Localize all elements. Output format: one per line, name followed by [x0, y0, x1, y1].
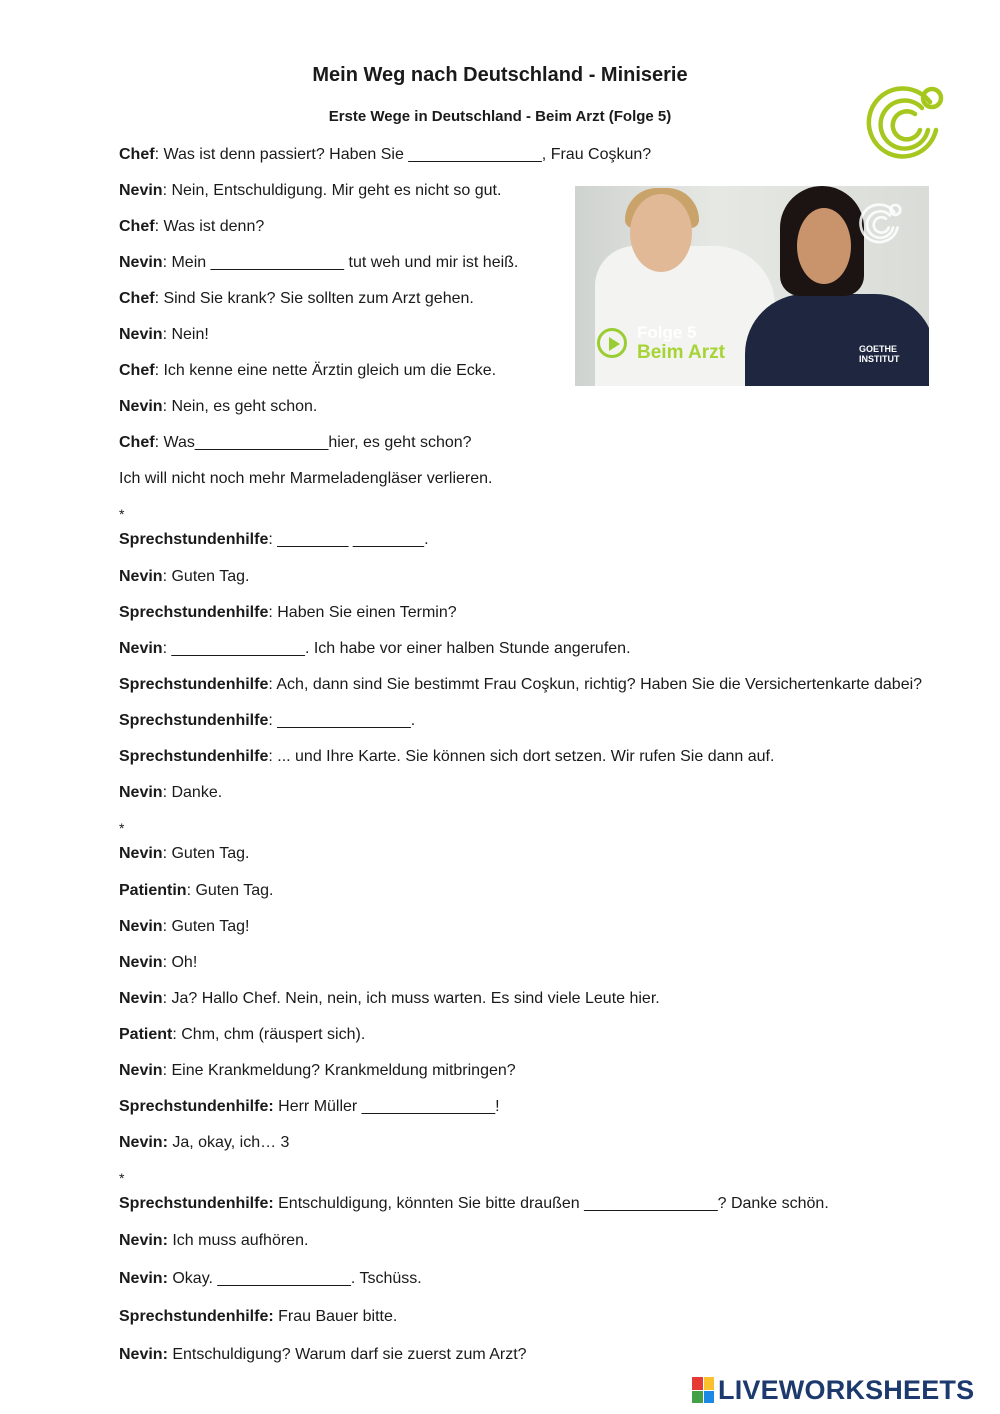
- dialogue-line: [119, 1026, 365, 1044]
- dialogue-line: [119, 568, 249, 586]
- goethe-logo-icon: [866, 80, 946, 160]
- speaker: Nevin: [119, 640, 163, 657]
- speaker: Sprechstundenhilfe: [119, 748, 269, 765]
- liveworksheets-brand: LIVEWORKSHEETS: [718, 1374, 975, 1405]
- line-text: : Was ist denn?: [154, 218, 265, 235]
- dialogue-line: [119, 146, 651, 164]
- speaker: Sprechstundenhilfe: [119, 531, 269, 548]
- dialogue-line: [119, 604, 457, 622]
- dialogue-line: [119, 845, 249, 863]
- speaker: Patientin: [119, 882, 187, 899]
- dialogue-line: [119, 434, 472, 452]
- doctor-head: [630, 194, 692, 272]
- dialogue-line: [119, 784, 222, 802]
- video-folge-label: Folge 5: [637, 323, 697, 342]
- speaker: Nevin:: [119, 1232, 168, 1249]
- speaker: Sprechstundenhilfe:: [119, 1308, 274, 1325]
- dialogue-line: [119, 218, 264, 236]
- line-text: : Nein, es geht schon.: [162, 398, 318, 415]
- dialogue-line: [119, 1134, 289, 1152]
- dialogue-line: [119, 640, 631, 658]
- dialogue-line: [119, 1195, 829, 1213]
- dialogue-line: [119, 676, 922, 694]
- video-episode-label: Beim Arzt: [637, 342, 725, 363]
- dialogue-line: [119, 531, 429, 549]
- dialogue-line: [119, 182, 501, 200]
- line-text: : _______________. Ich habe vor einer halben Stunde angerufen.: [162, 640, 631, 657]
- dialogue-line: [119, 1098, 500, 1116]
- speaker: Chef: [119, 146, 155, 163]
- goethe-institut-label: [859, 344, 900, 364]
- play-icon[interactable]: [597, 328, 627, 358]
- dialogue-line: [119, 398, 317, 416]
- line-text: : Ach, dann sind Sie bestimmt Frau Coşkun, richtig? Haben Sie die Versichertenkarte dabei?: [268, 676, 923, 693]
- line-text: Entschuldigung? Warum darf sie zuerst zum Arzt?: [167, 1346, 527, 1363]
- speaker: Sprechstundenhilfe: [119, 712, 269, 729]
- patient-face: [797, 208, 851, 284]
- line-text: : _______________.: [268, 712, 416, 729]
- section-separator: *: [119, 820, 125, 836]
- dialogue-line: [119, 470, 493, 488]
- dialogue-line: [119, 254, 518, 272]
- speaker: Nevin:: [119, 1270, 168, 1287]
- line-text: : Sind Sie krank? Sie sollten zum Arzt gehen.: [154, 290, 474, 307]
- speaker: Nevin: [119, 568, 163, 585]
- line-text: : Haben Sie einen Termin?: [268, 604, 457, 621]
- dialogue-line: [119, 1308, 397, 1326]
- line-text: Herr Müller _______________!: [273, 1098, 500, 1115]
- section-separator: *: [119, 1170, 125, 1186]
- speaker: Sprechstundenhilfe: [119, 604, 269, 621]
- section-separator: *: [119, 506, 125, 522]
- line-text: : Guten Tag.: [162, 845, 250, 862]
- liveworksheets-logo[interactable]: [692, 1374, 974, 1406]
- line-text: Okay. _______________. Tschüss.: [167, 1270, 422, 1287]
- dialogue-line: [119, 918, 249, 936]
- page-title: Mein Weg nach Deutschland - Miniserie: [312, 64, 688, 86]
- speaker: Sprechstundenhilfe:: [119, 1098, 274, 1115]
- line-text: Ja, okay, ich… 3: [167, 1134, 290, 1151]
- dialogue-line: [119, 748, 774, 766]
- dialogue-line: [119, 1270, 422, 1288]
- line-text: : Guten Tag.: [162, 568, 250, 585]
- line-text: : ... und Ihre Karte. Sie können sich dort setzen. Wir rufen Sie dann auf.: [268, 748, 775, 765]
- dialogue-line: [119, 954, 197, 972]
- dialogue-line: [119, 362, 496, 380]
- video-thumbnail[interactable]: [575, 186, 929, 386]
- institut-line1: GOETHE: [859, 344, 898, 354]
- dialogue-line: [119, 1346, 527, 1364]
- line-text: : ________ ________.: [268, 531, 429, 548]
- line-text: : Mein _______________ tut weh und mir ist heiß.: [162, 254, 519, 271]
- line-text: : Oh!: [162, 954, 198, 971]
- dialogue-line: [119, 990, 660, 1008]
- dialogue-line: [119, 290, 474, 308]
- line-text: Frau Bauer bitte.: [273, 1308, 398, 1325]
- speaker: Sprechstundenhilfe:: [119, 1195, 274, 1212]
- line-text: : Nein, Entschuldigung. Mir geht es nicht so gut.: [162, 182, 502, 199]
- speaker: Sprechstundenhilfe: [119, 676, 269, 693]
- line-text: : Eine Krankmeldung? Krankmeldung mitbringen?: [162, 1062, 516, 1079]
- dialogue-line: [119, 882, 273, 900]
- dialogue-line: [119, 712, 415, 730]
- dialogue-line: [119, 1232, 308, 1250]
- speaker: Chef: [119, 218, 155, 235]
- page-subtitle: Erste Wege in Deutschland - Beim Arzt (Folge 5): [328, 108, 672, 125]
- speaker: Nevin: [119, 326, 163, 343]
- speaker: Nevin: [119, 182, 163, 199]
- speaker: Patient: [119, 1026, 173, 1043]
- speaker: Nevin: [119, 1062, 163, 1079]
- speaker: Chef: [119, 362, 155, 379]
- speaker: Nevin: [119, 784, 163, 801]
- line-text: : Ja? Hallo Chef. Nein, nein, ich muss warten. Es sind viele Leute hier.: [162, 990, 660, 1007]
- line-text: : Was_______________hier, es geht schon?: [154, 434, 472, 451]
- line-text: : Guten Tag.: [186, 882, 274, 899]
- speaker: Nevin: [119, 990, 163, 1007]
- speaker: Nevin: [119, 845, 163, 862]
- speaker: Nevin:: [119, 1134, 168, 1151]
- speaker: Chef: [119, 290, 155, 307]
- liveworksheets-badge-icon: [692, 1377, 714, 1403]
- dialogue-line: [119, 326, 209, 344]
- line-text: : Was ist denn passiert? Haben Sie _______________, Frau Coşkun?: [154, 146, 652, 163]
- patient-figure: [745, 294, 929, 386]
- line-text: Ich muss aufhören.: [167, 1232, 309, 1249]
- speaker: Nevin: [119, 918, 163, 935]
- speaker: Nevin: [119, 254, 163, 271]
- line-text: : Danke.: [162, 784, 223, 801]
- speaker: Nevin:: [119, 1346, 168, 1363]
- goethe-mini-logo-icon: [859, 200, 903, 244]
- speaker: Nevin: [119, 398, 163, 415]
- line-text: : Guten Tag!: [162, 918, 250, 935]
- institut-line2: INSTITUT: [859, 354, 900, 364]
- line-text: Ich will nicht noch mehr Marmeladengläser verlieren.: [119, 470, 493, 487]
- line-text: : Chm, chm (räuspert sich).: [172, 1026, 366, 1043]
- line-text: Entschuldigung, könnten Sie bitte draußen _______________? Danke schön.: [273, 1195, 829, 1212]
- speaker: Chef: [119, 434, 155, 451]
- line-text: : Ich kenne eine nette Ärztin gleich um die Ecke.: [154, 362, 497, 379]
- dialogue-line: [119, 1062, 516, 1080]
- line-text: : Nein!: [162, 326, 209, 343]
- speaker: Nevin: [119, 954, 163, 971]
